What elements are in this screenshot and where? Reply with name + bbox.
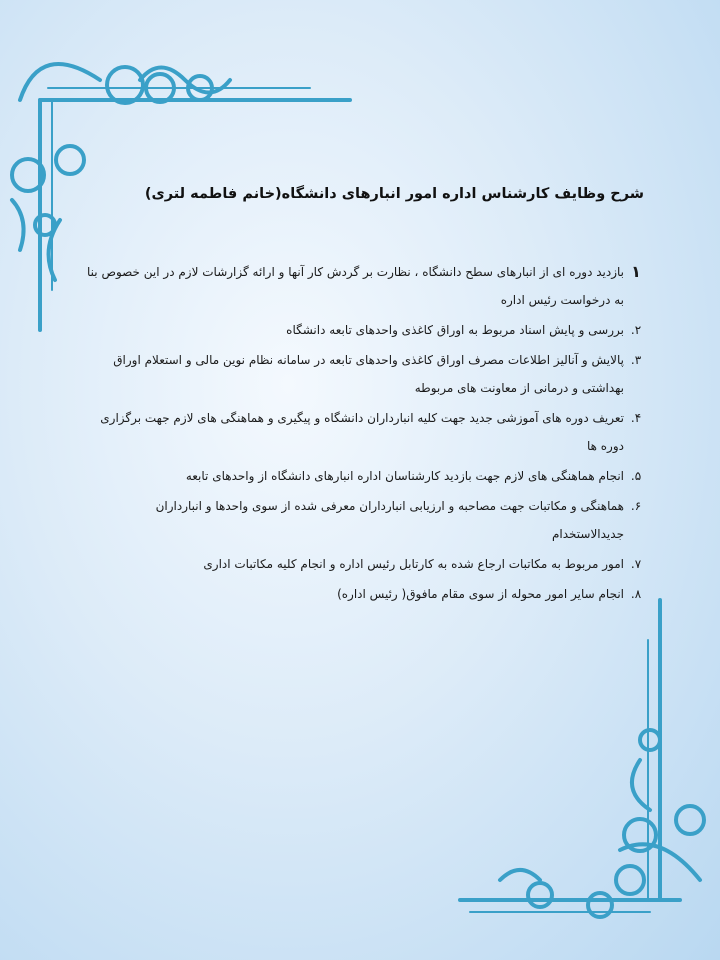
item-number: ۴. xyxy=(630,411,642,425)
item-text: بازدید دوره ای از انبارهای سطح دانشگاه ، نظارت بر گردش کار آنها و ارائه گزارشات لازم در این خصوص بنا به درخواست رئیس اداره xyxy=(87,265,624,307)
item-text: تعریف دوره های آموزشی جدید جهت کلیه انبارداران دانشگاه و پیگیری و هماهنگی های لازم جهت برگزاری دوره ها xyxy=(100,411,624,453)
item-text: پالایش و آنالیز اطلاعات مصرف اوراق کاغذی واحدهای تابعه در سامانه نظام نوین مالی و استعلام اوراق بهداشتی و درمانی از معاونت های مربوطه xyxy=(113,353,624,395)
bottom-right-ornament-icon xyxy=(460,600,704,917)
item-number: ۷. xyxy=(630,557,642,571)
list-item xyxy=(84,316,642,344)
list-item xyxy=(84,258,641,314)
list-item xyxy=(84,404,642,460)
item-text: هماهنگی و مکاتبات جهت مصاحبه و ارزیابی انبارداران معرفی شده از سوی واحدها و انبارداران جدیدالاستخدام xyxy=(155,499,624,541)
item-number: ۵. xyxy=(630,469,642,483)
item-number: ۸. xyxy=(630,587,642,601)
list-item xyxy=(84,462,642,490)
item-text: بررسی و پایش اسناد مربوط به اوراق کاغذی واحدهای تابعه دانشگاه xyxy=(286,323,624,337)
duty-list xyxy=(84,258,642,610)
item-text: انجام سایر امور محوله از سوی مقام مافوق( رئیس اداره) xyxy=(337,587,624,601)
item-text: امور مربوط به مکاتبات ارجاع شده به کارتابل رئیس اداره و انجام کلیه مکاتبات اداری xyxy=(203,557,624,571)
list-item xyxy=(84,580,642,608)
list-item xyxy=(84,492,642,548)
item-number: ۲. xyxy=(630,323,642,337)
item-number: ۱ xyxy=(631,262,641,281)
list-item xyxy=(84,550,642,578)
item-number: ۶. xyxy=(630,499,642,513)
item-number: ۳. xyxy=(630,353,642,367)
list-item xyxy=(84,346,642,402)
item-text: انجام هماهنگی های لازم جهت بازدید کارشناسان اداره انبارهای دانشگاه از واحدهای تابعه xyxy=(185,469,624,483)
page-title: شرح وظایف کارشناس اداره امور انبارهای دانشگاه(خانم فاطمه لتری) xyxy=(144,186,644,202)
